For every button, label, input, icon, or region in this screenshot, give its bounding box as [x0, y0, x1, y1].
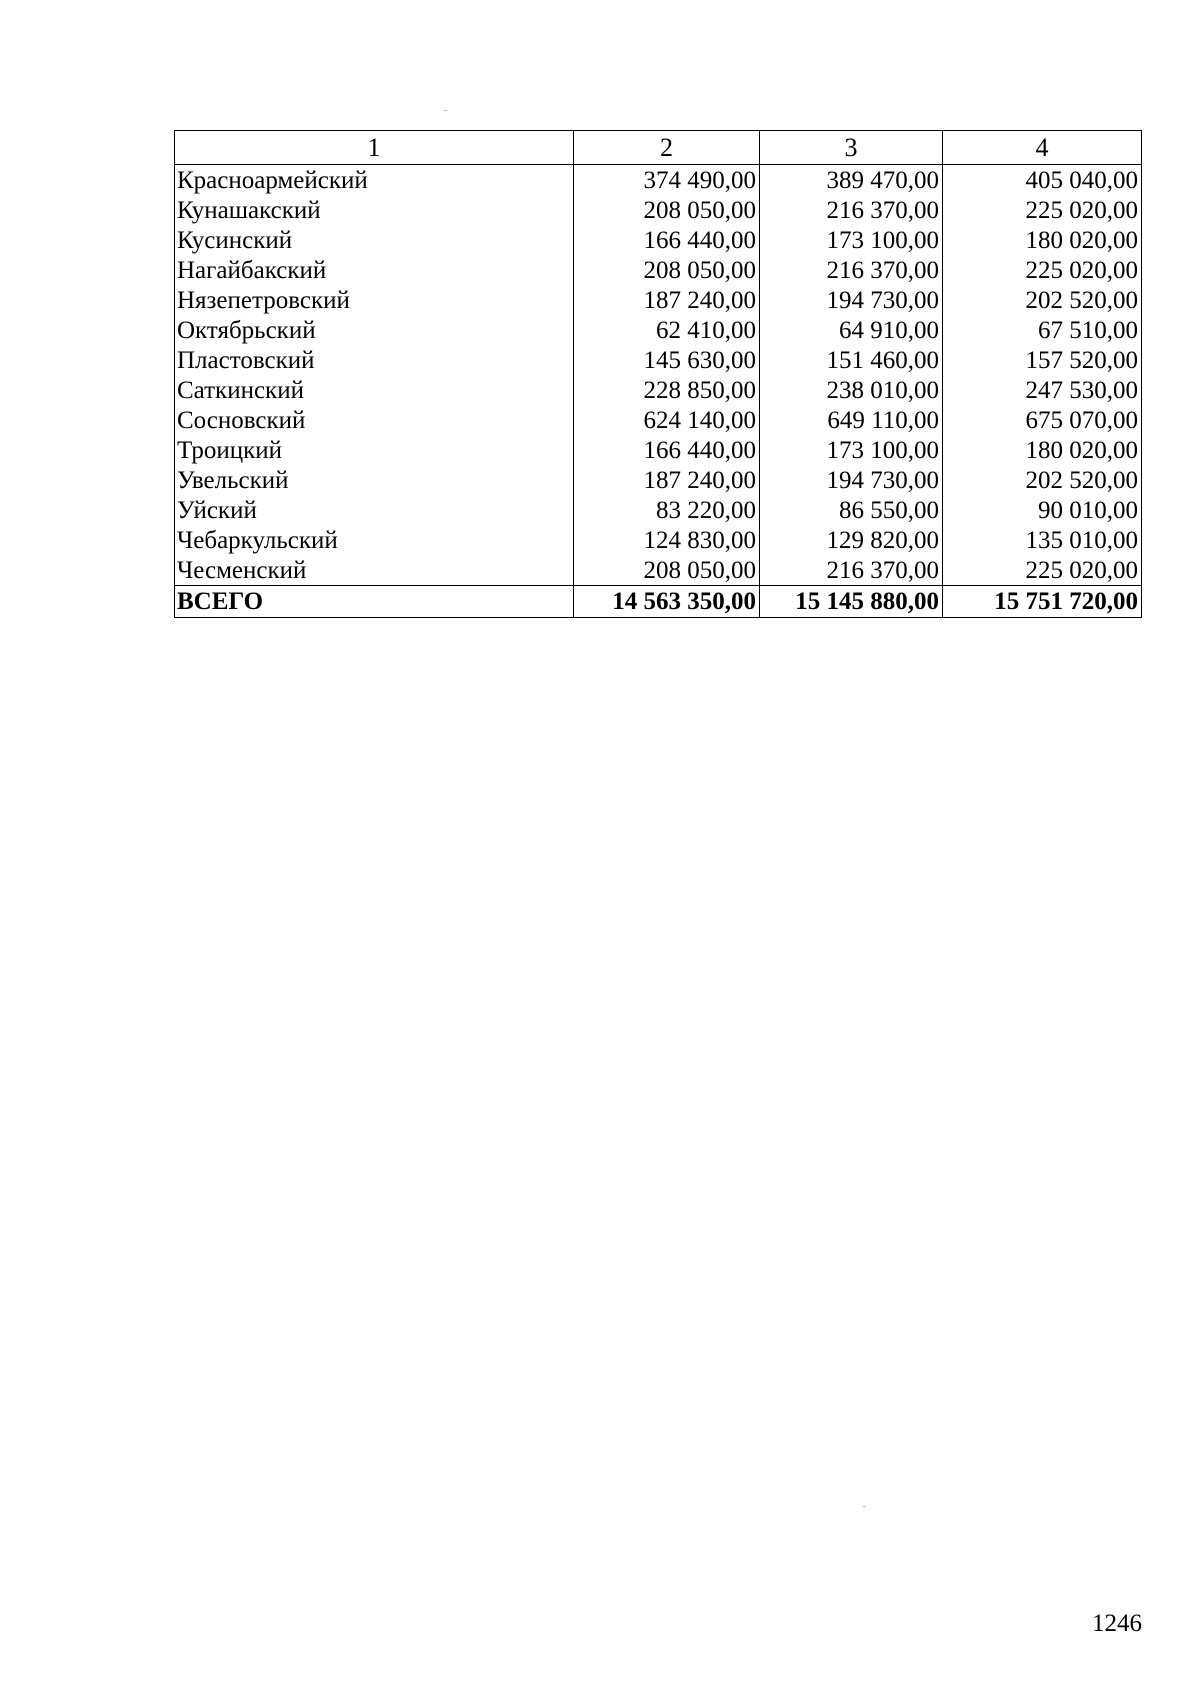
- value-cell: 374 490,00: [574, 165, 760, 196]
- scan-speck: [444, 110, 447, 111]
- district-name: Пластовский: [175, 345, 574, 375]
- district-name: Октябрьский: [175, 315, 574, 345]
- value-cell: 166 440,00: [574, 435, 760, 465]
- district-name: Саткинский: [175, 375, 574, 405]
- total-value-cell: 15 751 720,00: [943, 586, 1142, 618]
- value-cell: 64 910,00: [760, 315, 943, 345]
- table-row: [175, 555, 1142, 586]
- table-row: [175, 495, 1142, 525]
- column-header: 3: [760, 131, 943, 165]
- value-cell: 151 460,00: [760, 345, 943, 375]
- table-row: [175, 315, 1142, 345]
- table-row: [175, 435, 1142, 465]
- column-header: 2: [574, 131, 760, 165]
- district-name: Увельский: [175, 465, 574, 495]
- total-value-cell: 15 145 880,00: [760, 586, 943, 618]
- value-cell: 208 050,00: [574, 555, 760, 586]
- value-cell: 208 050,00: [574, 255, 760, 285]
- value-cell: 86 550,00: [760, 495, 943, 525]
- total-label: ВСЕГО: [175, 586, 574, 618]
- district-name: Нязепетровский: [175, 285, 574, 315]
- table-row: [175, 195, 1142, 225]
- value-cell: 216 370,00: [760, 195, 943, 225]
- table-row: [175, 405, 1142, 435]
- district-name: Кунашакский: [175, 195, 574, 225]
- value-cell: 208 050,00: [574, 195, 760, 225]
- value-cell: 83 220,00: [574, 495, 760, 525]
- value-cell: 238 010,00: [760, 375, 943, 405]
- district-name: Чесменский: [175, 555, 574, 586]
- value-cell: 62 410,00: [574, 315, 760, 345]
- value-cell: 216 370,00: [760, 555, 943, 586]
- value-cell: 225 020,00: [943, 555, 1142, 586]
- total-row: [175, 586, 1142, 618]
- column-header: 4: [943, 131, 1142, 165]
- value-cell: 180 020,00: [943, 225, 1142, 255]
- value-cell: 247 530,00: [943, 375, 1142, 405]
- district-name: Уйский: [175, 495, 574, 525]
- value-cell: 129 820,00: [760, 525, 943, 555]
- value-cell: 389 470,00: [760, 165, 943, 196]
- district-name: Сосновский: [175, 405, 574, 435]
- district-name: Кусинский: [175, 225, 574, 255]
- value-cell: 405 040,00: [943, 165, 1142, 196]
- table-row: [175, 345, 1142, 375]
- value-cell: 135 010,00: [943, 525, 1142, 555]
- value-cell: 90 010,00: [943, 495, 1142, 525]
- value-cell: 166 440,00: [574, 225, 760, 255]
- table-row: [175, 255, 1142, 285]
- table-row: [175, 285, 1142, 315]
- value-cell: 202 520,00: [943, 285, 1142, 315]
- table-row: [175, 465, 1142, 495]
- district-name: Троицкий: [175, 435, 574, 465]
- value-cell: 67 510,00: [943, 315, 1142, 345]
- value-cell: 145 630,00: [574, 345, 760, 375]
- budget-table: [174, 130, 1142, 618]
- table-row: [175, 375, 1142, 405]
- value-cell: 180 020,00: [943, 435, 1142, 465]
- scan-speck: [863, 1506, 866, 1507]
- value-cell: 675 070,00: [943, 405, 1142, 435]
- table-row: [175, 525, 1142, 555]
- value-cell: 228 850,00: [574, 375, 760, 405]
- page-number: 1246: [1092, 1610, 1142, 1637]
- value-cell: 187 240,00: [574, 465, 760, 495]
- value-cell: 649 110,00: [760, 405, 943, 435]
- value-cell: 225 020,00: [943, 255, 1142, 285]
- header-row: [175, 131, 1142, 165]
- district-name: Чебаркульский: [175, 525, 574, 555]
- value-cell: 194 730,00: [760, 285, 943, 315]
- total-value-cell: 14 563 350,00: [574, 586, 760, 618]
- table-row: [175, 165, 1142, 196]
- district-name: Красноармейский: [175, 165, 574, 196]
- value-cell: 216 370,00: [760, 255, 943, 285]
- value-cell: 624 140,00: [574, 405, 760, 435]
- column-header: 1: [175, 131, 574, 165]
- value-cell: 173 100,00: [760, 435, 943, 465]
- value-cell: 225 020,00: [943, 195, 1142, 225]
- district-name: Нагайбакский: [175, 255, 574, 285]
- table-row: [175, 225, 1142, 255]
- value-cell: 194 730,00: [760, 465, 943, 495]
- value-cell: 187 240,00: [574, 285, 760, 315]
- value-cell: 124 830,00: [574, 525, 760, 555]
- value-cell: 202 520,00: [943, 465, 1142, 495]
- value-cell: 173 100,00: [760, 225, 943, 255]
- value-cell: 157 520,00: [943, 345, 1142, 375]
